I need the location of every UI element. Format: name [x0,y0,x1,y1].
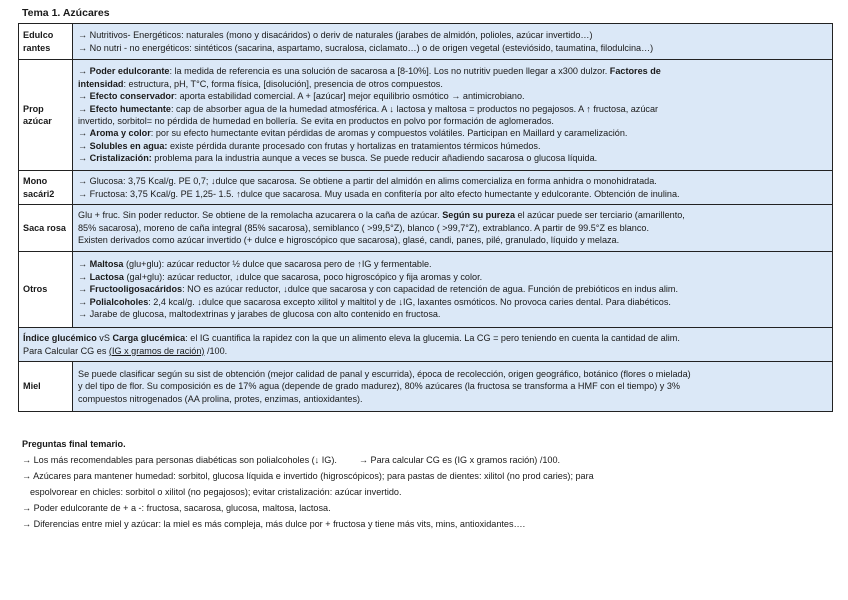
notes-table [18,23,833,412]
row-propiedades [19,60,833,171]
question-item: → Poder edulcorante de + a -: fructosa, sacarosa, glucosa, maltosa, lactosa. [22,502,331,513]
row-monosacaridos [19,171,833,205]
row-label: Edulco rantes [19,24,73,60]
row-content: → Nutritivos- Energéticos: naturales (mono y disacáridos) o deriv de naturales (jarabes de almidón, polioles, azúcar invertido…) → No nutri - no energéticos: sintéticos (sacarina, aspartamo, sucralosa, ciclamato…) o de origen vegetal (esteviósido, taumatina, filodulcina…) [73,24,833,60]
row-content: → Glucosa: 3,75 Kcal/g. PE 0,7; ↓dulce que sacarosa. Se obtiene a partir del almidón en alims comercializa en forma anhidra o monohidratada. → Fructosa: 3,75 Kcal/g. PE 1,25- 1.5. ↑dulce que sacarosa. Muy usada en confitería por alto efecto humectante y edulcorante. Obtención de inulina. [73,171,833,205]
row-label: Mono sacári2 [19,171,73,205]
page-title: Tema 1. Azúcares [22,7,110,19]
row-label: Otros [19,252,73,328]
question-item: → Azúcares para mantener humedad: sorbitol, glucosa líquida e invertido (higroscópicos); para pastas de dientes: xilitol (no prod caries); para [22,470,594,481]
row-content: Se puede clasificar según su sist de obtención (mejor calidad de panal y escurrida), época de recolección, origen geográfico, botánico (flores o mielada) y del tipo de flor. Su composición es de 17% agua (depende de grado madurez), 80% azúcares (la fructosa se transforma a HMF con el tiempo) y 3% compuestos nitrogenados (AA prolina, protes, enzimas, antioxidantes). [73,362,833,412]
question-item-cont: espolvorear en chicles: sorbitol o xilitol (no pegajosos); evitar cristalización: azúcar invertido. [30,486,402,497]
row-miel [19,362,833,412]
row-content: → Maltosa (glu+glu): azúcar reductor ½ dulce que sacarosa pero de ↑IG y fermentable. → Lactosa (gal+glu): azúcar reductor, ↓dulce que sacarosa, poco higroscópico y fija aromas y color. → Fructooligosacáridos: NO es azúcar reductor, ↓dulce que sacarosa y con capacidad de retención de agua. Función de prebióticos en indus alim. → Polialcoholes: 2,4 kcal/g. ↓dulce que sacarosa excepto xilitol y maltitol y de ↓IG, laxantes osmóticos. No provoca caries dental. Para diabéticos. → Jarabe de glucosa, maltodextrinas y jarabes de glucosa con alto contenido en fructosa. [73,252,833,328]
row-edulcorantes [19,24,833,60]
row-indice-glucemico [19,328,833,362]
questions-heading: Preguntas final temario. [22,439,126,449]
row-content: Glu + fruc. Sin poder reductor. Se obtiene de la remolacha azucarera o la caña de azúcar. Según su pureza el azúcar puede ser terciario (amarillento, 85% sacarosa), moreno de caña integral (85% sacarosa), semiblanco ( >99,5°Z), blanco ( >99,7°Z), extrablanco. A partir de 99.5°Z es blanco. Existen derivados como azúcar invertido (+ dulce e higroscópico que sacarosa), glasé, candi, panes, pilé, granulado, líquido y melaza. [73,205,833,252]
question-item: → Diferencias entre miel y azúcar: la miel es más compleja, más dulce por + fructosa y tiene más vits, mins, antioxidantes…. [22,518,526,529]
row-label: Prop azúcar [19,60,73,171]
question-item: → Los más recomendables para personas diabéticas son polialcoholes (↓ IG). → Para calcular CG es (IG x gramos ración) /100. [22,454,561,465]
row-label: Saca rosa [19,205,73,252]
row-otros [19,252,833,328]
row-sacarosa [19,205,833,252]
final-questions [22,437,594,532]
row-content: → Poder edulcorante: la medida de referencia es una solución de sacarosa a [8-10%]. Los no nutritiv pueden llegar a x300 dulzor. Factores de intensidad: estructura, pH, T°C, forma física, [disolución], presencia de otros compuestos. → Efecto conservador: aporta estabilidad comercial. A + [azúcar] mejor equilibrio osmótico → antimicrobiano. → Efecto humectante: cap de absorber agua de la humedad atmosférica. A ↓ lactosa y maltosa = productos no pegajosos. A ↑ fructosa, azúcar invertido, sorbitol= no pérdida de humedad en bollería. Se evita en productos en polvo por formación de aglomerados. → Aroma y color: por su efecto humectante evitan pérdidas de aromas y compuestos volátiles. Participan en Maillard y caramelización. → Solubles en agua: existe pérdida durante procesado con frutas y hortalizas en tratamientos térmicos húmedos. → Cristalización: problema para la industria aunque a veces se busca. Se puede reducir añadiendo sacarosa o glucosa líquida. [73,60,833,171]
row-label: Miel [19,362,73,412]
row-content: Índice glucémico vS Carga glucémica: el IG cuantifica la rapidez con la que un alimento eleva la glucemia. La CG = pero teniendo en cuenta la cantidad de alim. Para Calcular CG es (IG x gramos de ración) /100. [19,328,833,362]
